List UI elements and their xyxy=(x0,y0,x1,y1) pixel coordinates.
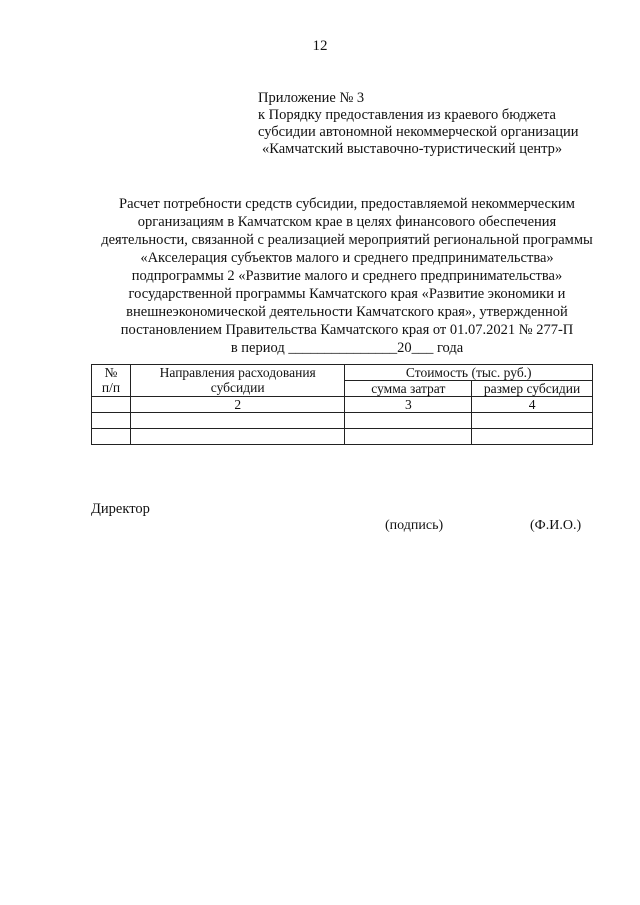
table-cell xyxy=(345,429,472,445)
title-line: деятельности, связанной с реализацией мероприятий региональной программы xyxy=(101,232,593,248)
title-line: «Акселерация субъектов малого и среднего предпринимательства» xyxy=(140,250,554,266)
header-directions xyxy=(130,365,345,397)
header-number-line2: п/п xyxy=(101,380,121,395)
header-cost-group: Стоимость (тыс. руб.) xyxy=(345,365,593,381)
header-directions-line2: субсидии xyxy=(210,380,265,395)
table-cell xyxy=(130,413,345,429)
table-cell xyxy=(472,429,593,445)
header-number-line1: № xyxy=(104,365,118,380)
title-line: внешнеэкономической деятельности Камчатского края», утвержденной xyxy=(126,304,568,320)
table-numbering-row xyxy=(92,397,593,413)
signature-label: (подпись) xyxy=(385,518,444,533)
header-cost-sum: сумма затрат xyxy=(345,381,472,397)
appendix-line: субсидии автономной некоммерческой организации xyxy=(258,124,579,140)
appendix-block xyxy=(258,90,618,158)
table-cell xyxy=(92,429,131,445)
header-directions-line1: Направления расходования xyxy=(159,365,316,380)
table-cell xyxy=(130,429,345,445)
table-header-row xyxy=(92,365,593,381)
numbering-cell: 4 xyxy=(472,397,593,413)
numbering-cell xyxy=(92,397,131,413)
table-cell xyxy=(472,413,593,429)
title-line: постановлением Правительства Камчатского края от 01.07.2021 № 277-П xyxy=(120,322,574,338)
title-line: Расчет потребности средств субсидии, предоставляемой некоммерческим xyxy=(119,196,575,212)
appendix-line: к Порядку предоставления из краевого бюджета xyxy=(258,107,556,123)
header-subsidy-size: размер субсидии xyxy=(472,381,593,397)
appendix-line: Приложение № 3 xyxy=(258,90,365,106)
title-line: государственной программы Камчатского края «Развитие экономики и xyxy=(128,286,566,302)
fio-label: (Ф.И.О.) xyxy=(530,518,582,533)
title-line: подпрограммы 2 «Развитие малого и среднего предпринимательства» xyxy=(131,268,563,284)
table-row xyxy=(92,413,593,429)
header-number xyxy=(92,365,131,397)
appendix-line: «Камчатский выставочно-туристический центр» xyxy=(262,141,563,157)
title-line: в период _______________20___ года xyxy=(230,340,464,356)
page-number: 12 xyxy=(312,38,328,54)
calculation-table xyxy=(91,364,593,445)
document-title xyxy=(86,195,608,357)
numbering-cell: 3 xyxy=(345,397,472,413)
table-row xyxy=(92,429,593,445)
table-cell xyxy=(345,413,472,429)
director-label: Директор xyxy=(91,501,150,517)
table-cell xyxy=(92,413,131,429)
title-line: организациям в Камчатском крае в целях финансового обеспечения xyxy=(137,214,557,230)
numbering-cell: 2 xyxy=(130,397,345,413)
